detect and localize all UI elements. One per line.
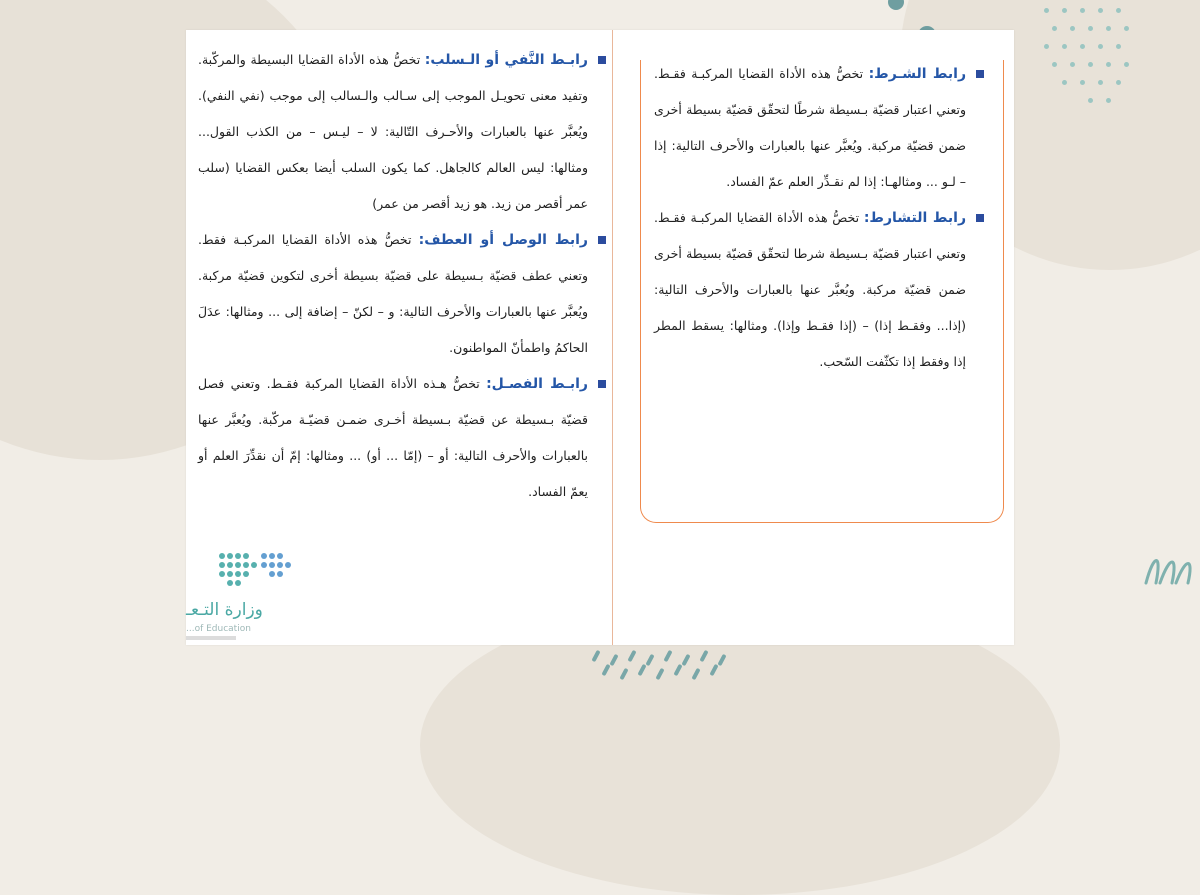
decor-dot: [1062, 44, 1067, 49]
entry-term: رابـط الفصـل:: [486, 376, 588, 392]
bullet-square-icon: [598, 56, 606, 64]
entry-text: تخصُّ هـذه الأداة القضايا المركبة فقـط. وتعني فصل قضيّة بـسيطة عن قضيّة بـسيطة أخـرى ضمـن قضيّـة مركّبة. ويُعبَّر عنها بالعبارات والأحرف التالية: أو – (إمّا ... أو) ... ومثالها: إمّ أن نقدِّرَ العلم أو يعمّ الفساد.: [198, 376, 588, 499]
decor-dot: [1062, 80, 1067, 85]
decor-dot: [1106, 62, 1111, 67]
logo-subtext: ...of Education: [186, 624, 251, 634]
decor-dot: [1070, 62, 1075, 67]
decor-dot: [1116, 80, 1121, 85]
decor-dot: [1044, 8, 1049, 13]
decor-dot: [1124, 62, 1129, 67]
entry-term: رابط الشـرط:: [868, 66, 966, 82]
decor-dot: [1098, 8, 1103, 13]
decor-dot: [1062, 8, 1067, 13]
decor-dot: [1088, 62, 1093, 67]
decor-dot: [1052, 26, 1057, 31]
decor-dot: [1080, 80, 1085, 85]
decor-dot: [1098, 80, 1103, 85]
entry-condition: [654, 56, 984, 200]
entry-term: رابـط النَّفي أو الـسلب:: [424, 52, 588, 68]
decor-dot: [888, 0, 904, 10]
decor-dot: [1080, 44, 1085, 49]
entry-text: تخصُّ هذه الأداة القضايا المركبـة فقـط. وتعني اعتبار قضيّة بـسيطة شرطًا لتحقّق قضيّة بسيطة أخرى ضمن قضيّة مركبة. ويُعبَّر عنها بالعبارات والأحرف التالية: إذا – لـو ... ومثالهـا: إذا لم نقـدِّر العلم عمّ الفساد.: [654, 66, 966, 189]
right-column: [654, 56, 984, 380]
entry-disjunction: [198, 366, 606, 510]
bullet-square-icon: [976, 214, 984, 222]
logo-dots-icon: [214, 548, 314, 598]
logo-text: وزارة التـعـ: [186, 600, 263, 620]
decor-dot: [1070, 26, 1075, 31]
entry-biconditional: [654, 200, 984, 380]
entry-text: تخصُّ هذه الأداة القضايا البسيطة والمركّبة. وتفيد معنى تحويـل الموجب إلى سـالب والـسالب إلى موجب (نفي النفي). ويُعبَّر عنها بالعبارات والأحـرف التّالية: لا – ليـس – من الكذب القول... ومثالها: ليس العالم كالجاهل. كما يكون السلب أيضا بعكس القضايا (سلب عمر أقصر من زيد. هو زيد أقصر من عمر): [198, 52, 588, 211]
left-column: [198, 42, 606, 510]
entry-text: تخصُّ هذه الأداة القضايا المركبـة فقـط. وتعني اعتبار قضيّة بـسيطة شرطا لتحقّق قضيّة بسيطة أخرى ضمن قضيّة مركبة. ويُعبَّر عنها بالعبارات والأحرف التالية: (إذا... وفقـط إذا) – (إذا فقـط وإذا). ومثالها: يسقط المطر إذا وفقط إذا تكثّفت السّحب.: [654, 210, 966, 369]
decor-dot: [1088, 26, 1093, 31]
entry-conjunction: [198, 222, 606, 366]
decor-dot: [1080, 8, 1085, 13]
decor-dot: [1116, 44, 1121, 49]
entry-term: رابط الوصل أو العطف:: [418, 232, 588, 248]
logo-underline: [186, 636, 236, 640]
ministry-logo: [186, 548, 286, 644]
decor-dot: [1098, 44, 1103, 49]
decor-dot: [1106, 98, 1111, 103]
decor-swirl-icon: [1140, 545, 1200, 595]
entry-negation: [198, 42, 606, 222]
decor-dot: [1124, 26, 1129, 31]
bullet-square-icon: [598, 236, 606, 244]
entry-text: تخصُّ هذه الأداة القضايا المركبـة فقط. وتعني عطف قضيّة بـسيطة على قضيّة بسيطة أخرى لتكوين قضيّة مركبة. ويُعبَّر عنها بالعبارات والأحرف التالية: و – لكنّ – إضافة إلى ... ومثالها: عدَلَ الحاكمُ واطمأنّ المواطنون.: [198, 232, 588, 355]
entry-term: رابط التشارط:: [863, 210, 967, 226]
bullet-square-icon: [976, 70, 984, 78]
decor-dot: [1052, 62, 1057, 67]
decor-dot: [1106, 26, 1111, 31]
decor-dot: [1116, 8, 1121, 13]
decor-dot: [1044, 44, 1049, 49]
decor-dot: [1088, 98, 1093, 103]
column-divider: [612, 30, 613, 645]
bullet-square-icon: [598, 380, 606, 388]
